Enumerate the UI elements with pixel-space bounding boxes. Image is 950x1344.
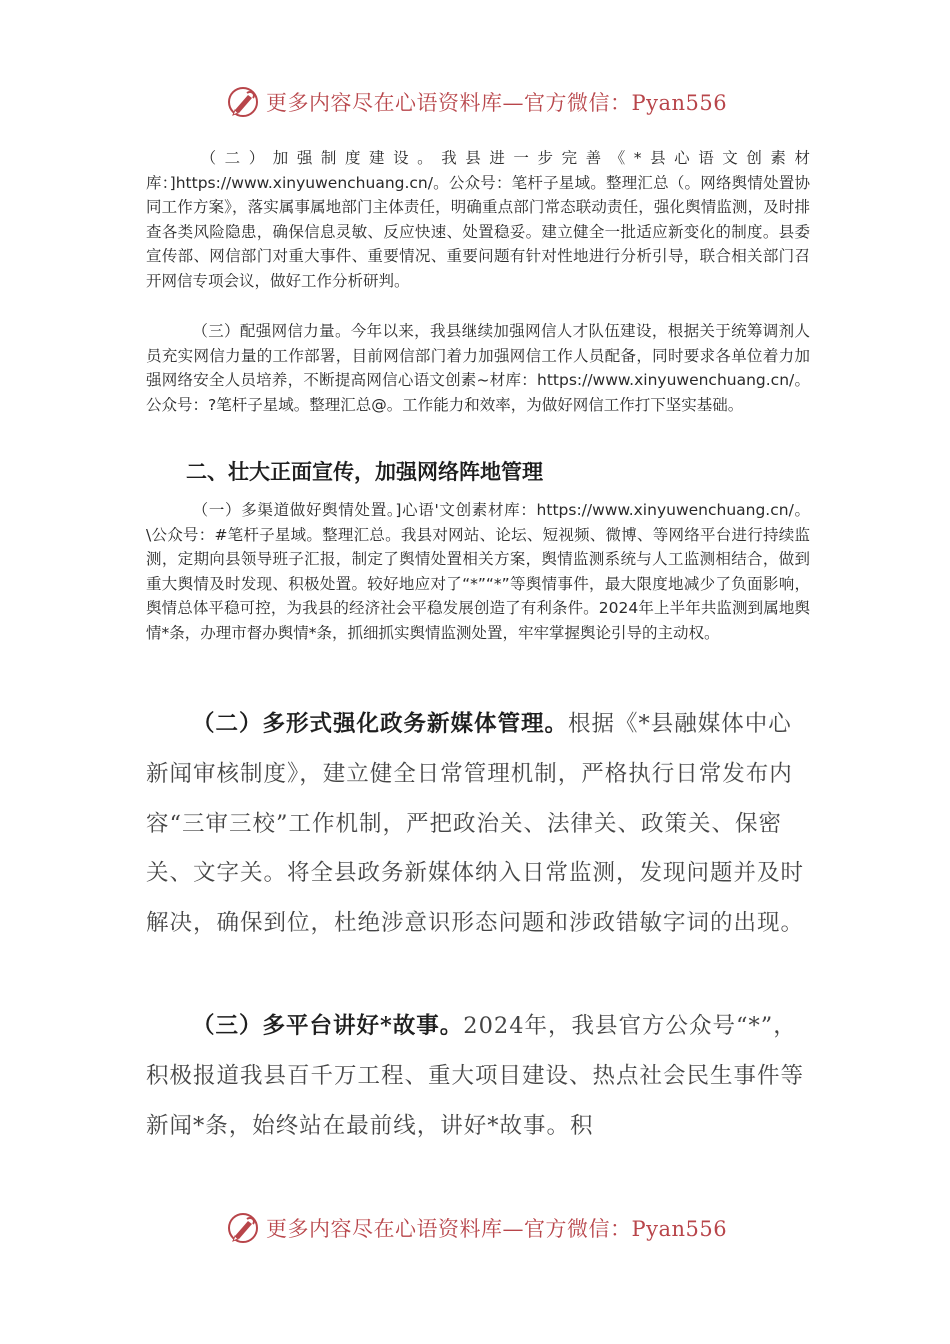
paragraph-text: 2024年，我县官方公众号“*”，积极报道我县百千万工程、重大项目建设、热点社会民生事件等新闻*条，始终站在最前线，讲好*故事。积 bbox=[146, 1013, 805, 1139]
paragraph-lead: （二）多形式强化政务新媒体管理。 bbox=[192, 711, 569, 737]
section-heading: 二、壮大正面宣传，加强网络阵地管理 bbox=[186, 460, 543, 484]
watermark-banner-top bbox=[226, 82, 746, 122]
paragraph-lead: （三）多平台讲好*故事。 bbox=[192, 1013, 464, 1039]
paragraph-text: （三）配强网信力量。今年以来，我县继续加强网信人才队伍建设，根据关于统筹调剂人员充实网信力量的工作部署，目前网信部门着力加强网信工作人员配备，同时要求各单位着力加强网络安全人员培养，不断提高网信心语文创素~材库：https://www.xinyuwenchuang.cn/。公众号：?笔杆子星域。整理汇总@。工作能力和效率，为做好网信工作打下坚实基础。 bbox=[146, 322, 810, 414]
paragraph-opinion-handling bbox=[146, 498, 810, 645]
paragraph-text: （二）加强制度建设。我县进一步完善《*县心语文创素材库：]https://www.xinyuwenchuang.cn/。公众号：笔杆子星域。整理汇总（。网络舆情处置协同工作方案》，落实属事属地部门主体责任，明确重点部门常态联动责任，强化舆情监测，及时排查各类风险隐患，确保信息灵敏、反应快速、处置稳妥。建立健全一批适应新变化的制度。县委宣传部、网信部门对重大事件、重要情况、重要问题有针对性地进行分析引导，联合相关部门召开网信专项会议，做好工作分析研判。 bbox=[146, 149, 810, 290]
paragraph-text: 根据《*县融媒体中心新闻审核制度》，建立健全日常管理机制，严格执行日常发布内容“三审三校”工作机制，严把政治关、法律关、政策关、保密关、文字关。将全县政务新媒体纳入日常监测，发现问题并及时解决，确保到位，杜绝涉意识形态问题和涉政错敏字词的出现。 bbox=[146, 711, 805, 937]
paragraph-text: （一）多渠道做好舆情处置。]心语'文创素材库：https://www.xinyuwenchuang.cn/。\公众号：#笔杆子星域。整理汇总。我县对网站、论坛、短视频、微博、等网络平台进行持续监测，定期向县领导班子汇报，制定了舆情处置相关方案，舆情监测系统与人工监测相结合，做到重大舆情及时发现、积极处置。较好地应对了“*”“*”等舆情事件，最大限度地减少了负面影响，舆情总体平稳可控，为我县的经济社会平稳发展创造了有利条件。2024年上半年共监测到属地舆情*条，办理市督办舆情*条，抓细抓实舆情监测处置，牢牢掌握舆论引导的主动权。 bbox=[146, 501, 810, 642]
watermark-text: 更多内容尽在心语资料库—官方微信：Pyan556 bbox=[266, 91, 728, 115]
paragraph-multi-platform bbox=[146, 1002, 806, 1151]
paragraph-system-building bbox=[146, 146, 810, 293]
watermark-text: 更多内容尽在心语资料库—官方微信：Pyan556 bbox=[266, 1217, 728, 1241]
watermark-banner-bottom bbox=[226, 1208, 746, 1248]
pen-logo-icon bbox=[226, 85, 260, 119]
pen-logo-icon bbox=[226, 1211, 260, 1245]
paragraph-staffing bbox=[146, 319, 810, 417]
paragraph-new-media-management bbox=[146, 700, 806, 949]
